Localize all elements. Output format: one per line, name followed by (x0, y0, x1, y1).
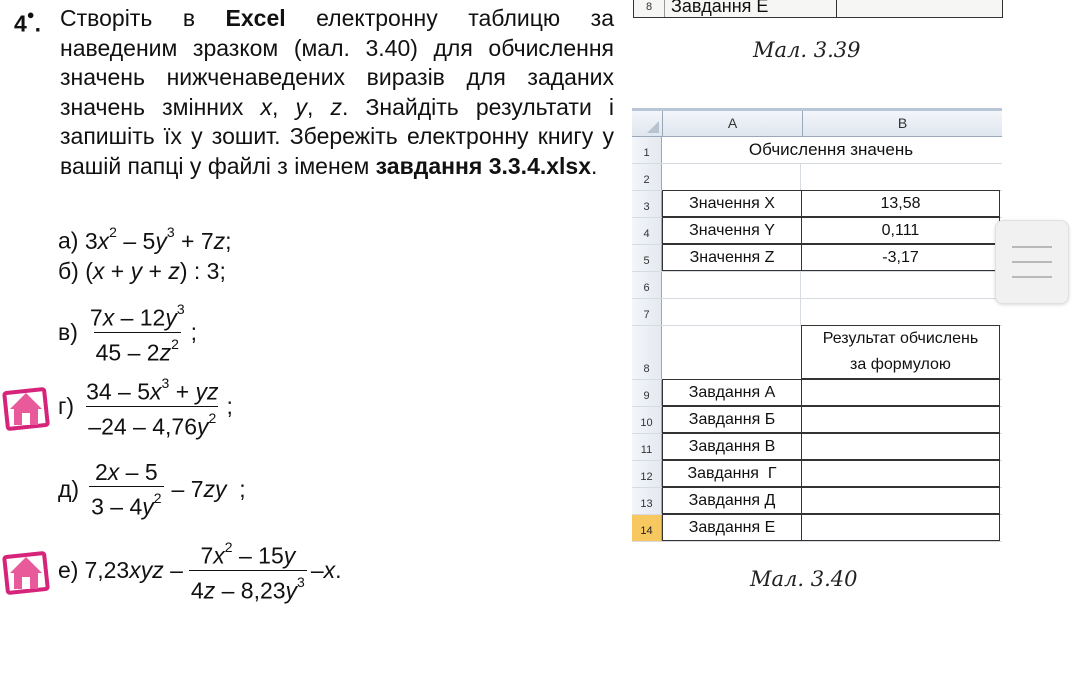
cell[interactable] (801, 299, 1000, 325)
cell[interactable] (801, 164, 1000, 190)
cell[interactable]: 13,58 (801, 190, 1000, 217)
option-a: а) $3x^2 - 5y^3 + 7z$; (58, 224, 232, 254)
row-header[interactable]: 10 (632, 407, 662, 433)
cell[interactable]: -3,17 (801, 244, 1000, 271)
cell[interactable] (801, 406, 1000, 433)
table-row (632, 245, 1002, 272)
cell[interactable]: Завдання Д (662, 487, 801, 514)
task-4 (14, 4, 614, 181)
select-all-corner[interactable] (632, 111, 663, 136)
option-b: б) (x + y + z) : 3; (58, 258, 226, 284)
row-header[interactable]: 7 (632, 299, 662, 325)
cell[interactable]: Завдання Е (662, 514, 801, 541)
row-header[interactable]: 8 (632, 326, 662, 379)
table-row (632, 488, 1002, 515)
sheet-title[interactable]: Обчислення значень (748, 140, 914, 159)
home-icon (0, 381, 52, 431)
cell[interactable] (801, 487, 1000, 514)
cell[interactable] (662, 164, 801, 190)
table-row (632, 164, 1002, 191)
cell[interactable] (801, 433, 1000, 460)
table-row (632, 380, 1002, 407)
cell[interactable] (801, 272, 1000, 298)
cell[interactable]: 0,111 (801, 217, 1000, 244)
option-d: г) $\frac{34 - 5x^3 + yz}{-24 - 4,76y^2}$ ; (58, 375, 233, 440)
row-header-selected[interactable]: 14 (632, 515, 662, 541)
row-header[interactable]: 12 (632, 461, 662, 487)
row-header[interactable]: 6 (632, 272, 662, 298)
result-header-cell[interactable]: Результат обчислень за формулою (801, 325, 1000, 379)
cell[interactable] (662, 325, 801, 379)
row-header[interactable]: 11 (632, 434, 662, 460)
row-number: 8 (634, 0, 665, 17)
row-header[interactable]: 9 (632, 380, 662, 406)
spreadsheet (632, 108, 1002, 542)
cell[interactable]: Завдання В (662, 433, 801, 460)
table-row (632, 218, 1002, 245)
cell: Завдання Е (665, 0, 837, 17)
column-header-a[interactable]: A (663, 111, 803, 136)
row-header[interactable]: 5 (632, 245, 662, 271)
cell[interactable]: Завдання А (662, 379, 801, 406)
menu-icon (1012, 276, 1052, 278)
option-f: е) 7,23xyz – $\frac{7x^2 - 15y}{4z - 8,23y^3}$ –x. (58, 539, 342, 604)
table-row (632, 272, 1002, 299)
caption-fig-3-40: Мал. 3.40 (750, 567, 858, 591)
table-row (632, 434, 1002, 461)
cell[interactable]: Значення Z (662, 244, 801, 271)
menu-icon (1012, 261, 1052, 263)
menu-button[interactable] (995, 220, 1069, 304)
menu-icon (1012, 246, 1052, 248)
cell[interactable] (662, 272, 801, 298)
previous-table-fragment (633, 0, 1003, 18)
table-row (632, 515, 1002, 542)
column-header-b[interactable]: B (897, 115, 908, 131)
task-text: Створіть в Excel електронну таблицю за наведеним зразком (мал. 3.40) для обчислення значень нижченаведених виразів для заданих значень змінних x, y, z. Знайдіть результати і запишіть їх у зошит. Збережіть електронну книгу у вашій папці у файлі з іменем завдання 3.3.4.xlsx. (60, 5, 615, 179)
row-header[interactable]: 3 (632, 191, 662, 217)
row-header[interactable]: 1 (632, 137, 662, 163)
cell[interactable]: Завдання Г (662, 460, 801, 487)
option-e: д) $\frac{2x - 5}{3 - 4y^2}$ – 7zy ; (58, 459, 246, 520)
column-header-row (632, 108, 1002, 137)
table-row (632, 299, 1002, 326)
cell[interactable]: Значення Y (662, 217, 801, 244)
row-header[interactable]: 4 (632, 218, 662, 244)
option-c: в) $\frac{7x - 12y^3}{45 - 2z^2}$ ; (58, 301, 198, 366)
table-row (632, 191, 1002, 218)
table-row (632, 137, 1002, 164)
task-number: 4●. (14, 7, 42, 37)
cell[interactable] (801, 460, 1000, 487)
cell[interactable] (801, 514, 1000, 541)
table-row (632, 461, 1002, 488)
cell[interactable] (801, 379, 1000, 406)
cell[interactable]: Значення X (662, 190, 801, 217)
cell[interactable]: Завдання Б (662, 406, 801, 433)
row-header[interactable]: 13 (632, 488, 662, 514)
filename: завдання 3.3.4.xlsx (375, 152, 592, 179)
table-row (632, 407, 1002, 434)
home-icon (0, 545, 52, 595)
table-row (632, 326, 1002, 380)
caption-fig-3-39: Мал. 3.39 (753, 38, 861, 62)
row-header[interactable]: 2 (632, 164, 662, 190)
cell[interactable] (662, 299, 801, 325)
